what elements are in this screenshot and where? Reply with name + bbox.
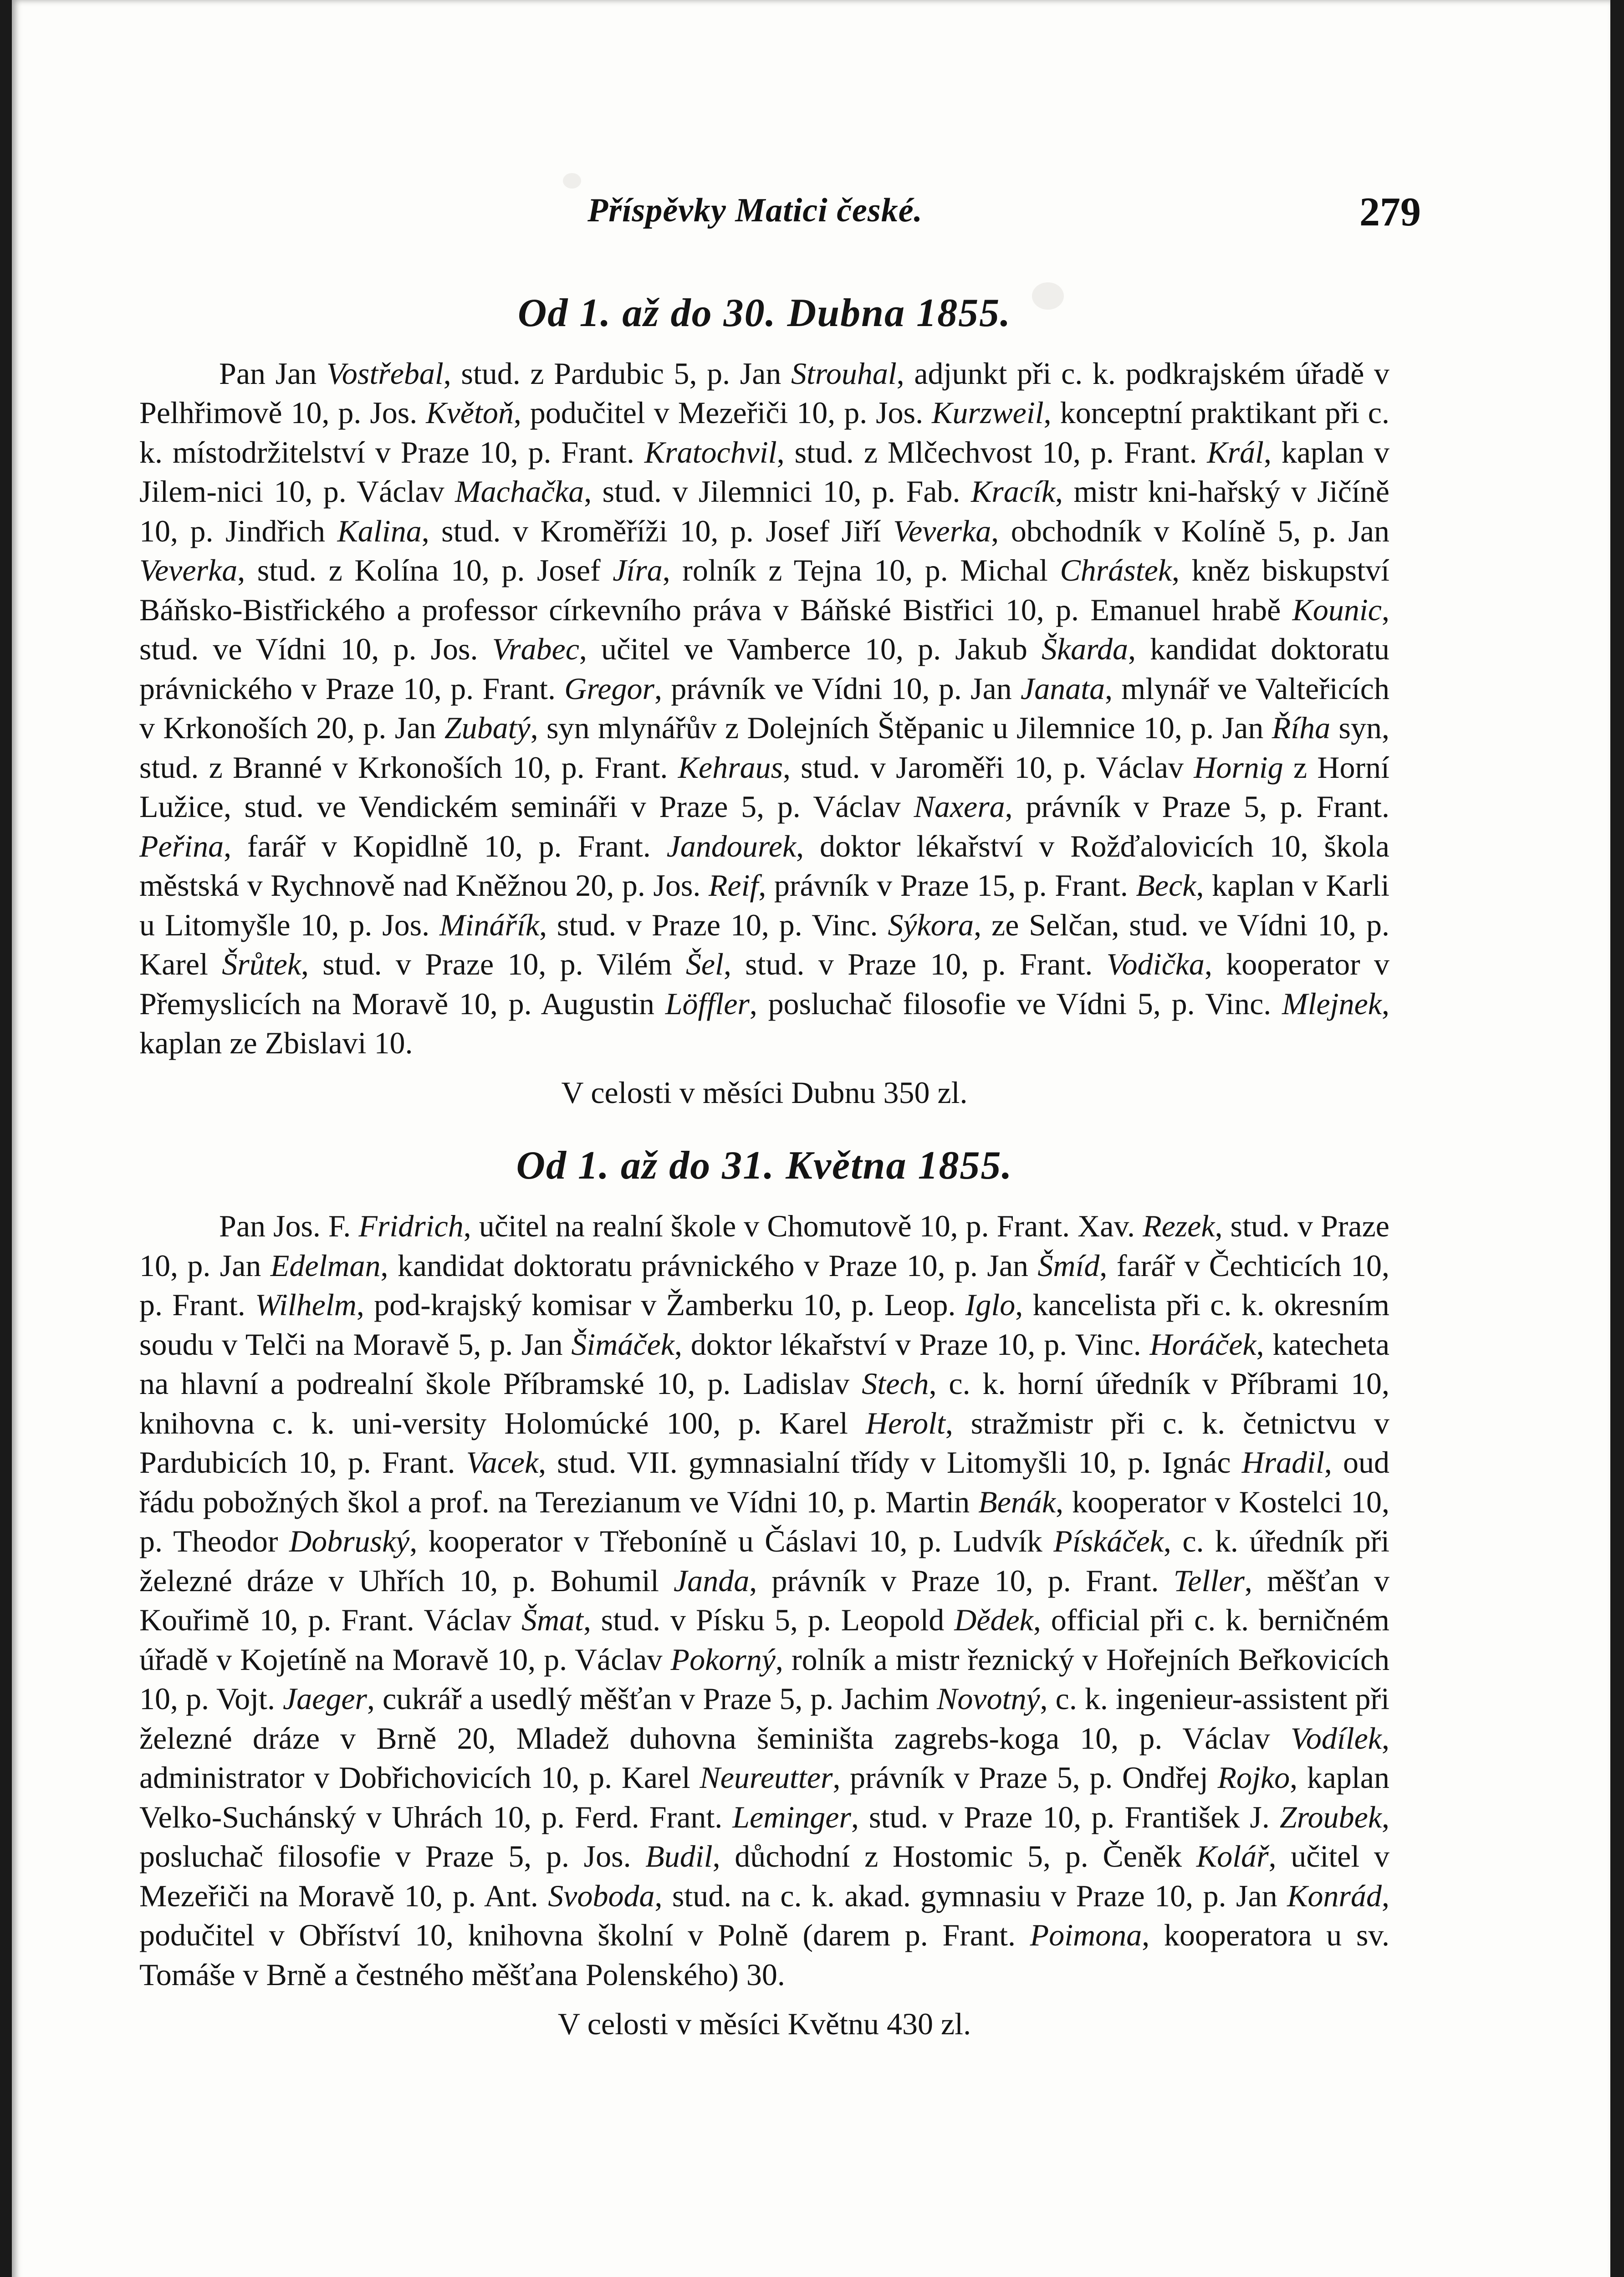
text-run: , c. k. ingenieur-assistent při železné dráze v Brně 20, Mladež duhovna šeminišta zagrebs-koga 10, p. Václav: [139, 1681, 1389, 1756]
text-run: , administrator v Dobřichovicích 10, p. Karel: [139, 1721, 1389, 1795]
text-run: Pan Jan: [219, 356, 327, 391]
contributor-name: Leminger: [732, 1799, 851, 1834]
contributor-name: Pokorný: [670, 1642, 776, 1677]
text-run: , konceptní praktikant při c. k. místodržitelství v Praze 10, p. Frant.: [139, 395, 1389, 470]
text-run: , kooperator v Třeboníně u Čáslavi 10, p. Ludvík: [409, 1524, 1054, 1559]
text-run: , důchodní z Hostomic 5, p. Čeněk: [712, 1839, 1196, 1874]
contributor-name: Kurzweil: [932, 395, 1044, 430]
section-heading: Od 1. až do 30. Dubna 1855.: [517, 291, 1011, 335]
text-run: , kooperatora u sv. Tomáše v Brně a čestného měšťana Polenského) 30.: [139, 1918, 1389, 1992]
text-run: , stud. v Jilemnici 10, p. Fab.: [584, 474, 971, 509]
contributor-name: Poimona: [1030, 1918, 1142, 1953]
contributor-name: Kratochvil: [644, 434, 777, 470]
text-run: , doktor lékařství v Rožďalovicích 10, škola městská v Rychnově nad Kněžnou 20, p. Jos.: [139, 828, 1389, 903]
contributor-name: Šmat: [521, 1603, 583, 1638]
text-run: , kooperator v Přemyslicích na Moravě 10, p. Augustin: [139, 947, 1390, 1021]
text-run: , farář v Čechticích 10, p. Frant.: [139, 1248, 1389, 1322]
text-run: , stud. v Praze 10, p. Jan: [139, 1209, 1389, 1283]
text-run: , stud. v Praze 10, p. Vilém: [301, 947, 686, 982]
contributor-name: Chrástek: [1060, 553, 1172, 588]
text-run: , syn mlynářův z Dolejních Štěpanic u Jilemnice 10, p. Jan: [530, 710, 1272, 745]
text-run: , kaplan v Jilem-nici 10, p. Václav: [139, 434, 1389, 509]
text-run: , stud. na c. k. akad. gymnasiu v Praze 10, p. Jan: [654, 1878, 1287, 1913]
text-run: , stud. v Jaroměři 10, p. Václav: [783, 750, 1194, 785]
contributor-name: Janda: [674, 1563, 750, 1598]
text-run: , kancelista při c. k. okresním soudu v Telči na Moravě 5, p. Jan: [139, 1287, 1389, 1362]
text-run: , právník ve Vídni 10, p. Jan: [654, 671, 1021, 706]
section-total: V celosti v měsíci Květnu 430 zl.: [557, 2006, 971, 2042]
contributor-name: Löffler: [665, 986, 750, 1021]
text-run: , kněz biskupství Báňsko-Bistřického a professor církevního práva v Báňské Bistřici 10, p. Emanuel hrabě: [139, 553, 1389, 627]
contributor-name: Šel: [685, 947, 724, 982]
contributor-name: Dobruský: [289, 1524, 410, 1559]
contributor-name: Zroubek: [1279, 1799, 1382, 1834]
page-header: [0, 182, 1624, 237]
contributor-name: Horáček: [1149, 1327, 1256, 1362]
text-run: , stud. z Mlčechvost 10, p. Frant.: [776, 434, 1207, 470]
contributor-name: Veverka: [139, 553, 238, 588]
contributor-name: Vrabec: [492, 632, 579, 667]
running-title: Příspěvky Matici české.: [587, 192, 923, 229]
contributor-name: Herolt: [865, 1405, 945, 1440]
contributor-name: Kracík: [970, 474, 1056, 509]
text-run: , podučitel v Obříství 10, knihovna školní v Polně (darem p. Frant.: [139, 1878, 1389, 1953]
contributor-name: Vacek: [466, 1445, 539, 1480]
contributor-name: Minářík: [439, 907, 540, 942]
text-run: syn, stud. z Branné v Krkonoších 10, p. Frant.: [139, 710, 1389, 785]
contributor-name: Jandourek: [666, 828, 797, 863]
text-run: , učitel ve Vamberce 10, p. Jakub: [579, 632, 1042, 667]
contributor-name: Janata: [1021, 671, 1105, 706]
contributor-name: Sýkora: [888, 907, 974, 942]
contributor-name: Dědek: [954, 1603, 1033, 1638]
text-run: , c. k. úředník při železné dráze v Uhřích 10, p. Bohumil: [139, 1524, 1390, 1598]
contributor-name: Veverka: [893, 513, 991, 548]
contributors-paragraph: [139, 1206, 1389, 1994]
text-run: , stražmistr při c. k. četnictvu v Pardubicích 10, p. Frant.: [139, 1405, 1390, 1480]
section-total: V celosti v měsíci Dubnu 350 zl.: [561, 1075, 968, 1110]
text-run: , posluchač filosofie v Praze 5, p. Jos.: [139, 1799, 1390, 1874]
text-run: , obchodník v Kolíně 5, p. Jan: [991, 513, 1390, 548]
text-run: , podučitel v Mezeřiči 10, p. Jos.: [513, 395, 932, 430]
text-run: Pan Jos. F.: [219, 1209, 359, 1244]
contributor-name: Strouhal: [791, 356, 897, 391]
text-run: , ze Selčan, stud. ve Vídni 10, p. Karel: [139, 907, 1389, 982]
contributor-name: Kolář: [1196, 1839, 1269, 1874]
text-run: , c. k. horní úředník v Příbrami 10, knihovna c. k. uni-versity Holomúcké 100, p. Karel: [139, 1366, 1390, 1440]
contributor-name: Peřina: [139, 828, 224, 863]
text-run: , stud. v Praze 10, p. Vinc.: [539, 907, 888, 942]
contributor-name: Vostřebal: [326, 356, 444, 391]
contributor-name: Říha: [1272, 710, 1331, 745]
contributor-name: Stech: [862, 1366, 929, 1401]
contributor-name: Rezek: [1143, 1209, 1215, 1244]
contributor-name: Hradil: [1241, 1445, 1324, 1480]
text-run: , mlynář ve Valteřicích v Krkonoších 20, p. Jan: [139, 671, 1389, 745]
contributor-name: Škarda: [1041, 632, 1129, 667]
contributor-name: Kehraus: [678, 750, 783, 785]
text-run: , oud řádu pobožných škol a prof. na Terezianum ve Vídni 10, p. Martin: [139, 1445, 1389, 1519]
text-run: , stud. ve Vídni 10, p. Jos.: [139, 592, 1389, 667]
contributor-name: Iglo: [965, 1287, 1016, 1322]
contributor-name: Fridrich: [358, 1209, 464, 1244]
text-run: , stud. v Kroměříži 10, p. Josef Jiří: [421, 513, 894, 548]
text-run: , učitel na realní škole v Chomutově 10, p. Frant. Xav.: [463, 1209, 1143, 1244]
text-run: , rolník z Tejna 10, p. Michal: [662, 553, 1060, 588]
text-run: , kandidat doktoratu právnického v Praze 10, p. Frant.: [139, 632, 1389, 706]
contributor-name: Budil: [645, 1839, 713, 1874]
text-run: , učitel v Mezeřiči na Moravě 10, p. Ant.: [139, 1839, 1389, 1913]
text-run: , doktor lékařství v Praze 10, p. Vinc.: [674, 1327, 1150, 1362]
contributors-paragraph: [139, 354, 1389, 1063]
text-run: , kaplan v Karli u Litomyšle 10, p. Jos.: [139, 868, 1389, 942]
contributor-name: Vodička: [1106, 947, 1205, 982]
contributor-name: Šmíd: [1037, 1248, 1100, 1283]
text-run: , rolník a mistr řeznický v Hořejních Beřkovicích 10, p. Vojt.: [139, 1642, 1389, 1716]
section-heading: Od 1. až do 31. Května 1855.: [516, 1144, 1013, 1188]
text-run: , měšťan v Kouřimě 10, p. Frant. Václav: [139, 1563, 1389, 1638]
text-run: , právník v Praze 5, p. Ondřej: [832, 1760, 1218, 1795]
text-run: , stud. v Praze 10, p. Frant.: [723, 947, 1107, 982]
contributor-name: Naxera: [914, 789, 1005, 824]
text-run: , kaplan Velko-Suchánský v Uhrách 10, p. Ferd. Frant.: [139, 1760, 1389, 1834]
contributor-name: Wilhelm: [255, 1287, 357, 1322]
contributor-name: Kalina: [337, 513, 422, 548]
text-run: z Horní Lužice, stud. ve Vendickém semináři v Praze 5, p. Václav: [139, 750, 1389, 824]
text-run: , právník v Praze 10, p. Frant.: [749, 1563, 1174, 1598]
page-number: 279: [1359, 189, 1421, 235]
contributor-name: Jíra: [613, 553, 663, 588]
text-run: , mistr kni-hařský v Jičíně 10, p. Jindřich: [139, 474, 1389, 548]
text-run: , stud. v Písku 5, p. Leopold: [583, 1603, 955, 1638]
section-may: [139, 1144, 1389, 2043]
contributor-name: Květoň: [426, 395, 514, 430]
text-run: , stud. z Pardubic 5, p. Jan: [443, 356, 791, 391]
contributor-name: Edelman: [270, 1248, 381, 1283]
text-run: , právník v Praze 5, p. Frant.: [1005, 789, 1390, 824]
text-run: , adjunkt při c. k. podkrajském úřadě v Pelhřimově 10, p. Jos.: [139, 356, 1389, 430]
contributor-name: Gregor: [564, 671, 654, 706]
contributor-name: Kounic: [1292, 592, 1382, 627]
text-run: , posluchač filosofie ve Vídni 5, p. Vinc.: [749, 986, 1282, 1021]
text-run: , katecheta na hlavní a podrealní škole Příbramské 10, p. Ladislav: [139, 1327, 1390, 1401]
contributor-name: Šrůtek: [222, 947, 301, 982]
contributor-name: Pískáček: [1053, 1524, 1164, 1559]
contributor-name: Novotný: [937, 1681, 1040, 1716]
contributor-name: Svoboda: [548, 1878, 655, 1913]
text-run: , official při c. k. berničném úřadě v Kojetíně na Moravě 10, p. Václav: [139, 1603, 1389, 1677]
text-run: , pod-krajský komisar v Žamberku 10, p. Leop.: [356, 1287, 965, 1322]
contributor-name: Šimáček: [571, 1327, 674, 1362]
contributor-name: Reif: [708, 868, 759, 903]
contributor-name: Král: [1207, 434, 1264, 470]
contributor-name: Neureutter: [700, 1760, 833, 1795]
contributor-name: Machačka: [455, 474, 584, 509]
contributor-name: Hornig: [1194, 750, 1283, 785]
text-run: , kaplan ze Zbislavi 10.: [139, 986, 1389, 1061]
contributor-name: Rojko: [1217, 1760, 1290, 1795]
contributor-name: Beck: [1136, 868, 1196, 903]
contributor-name: Teller: [1173, 1563, 1245, 1598]
section-april: [139, 291, 1389, 1112]
text-run: , kandidat doktoratu právnického v Praze 10, p. Jan: [380, 1248, 1038, 1283]
contributor-name: Mlejnek: [1282, 986, 1382, 1021]
contributor-name: Vodílek: [1290, 1721, 1382, 1756]
contributor-name: Konrád: [1287, 1878, 1382, 1913]
text-run: , cukrář a usedlý měšťan v Praze 5, p. Jachim: [367, 1681, 937, 1716]
text-run: , právník v Praze 15, p. Frant.: [758, 868, 1136, 903]
contributor-name: Jaeger: [282, 1681, 367, 1716]
text-run: , kooperator v Kostelci 10, p. Theodor: [139, 1484, 1389, 1559]
page-content: [139, 291, 1389, 2076]
text-run: , farář v Kopidlně 10, p. Frant.: [224, 828, 667, 863]
text-run: , stud. v Praze 10, p. František J.: [851, 1799, 1280, 1834]
text-run: , stud. VII. gymnasialní třídy v Litomyšli 10, p. Ignác: [538, 1445, 1242, 1480]
contributor-name: Zubatý: [444, 710, 531, 745]
contributor-name: Benák: [978, 1484, 1056, 1519]
text-run: , stud. z Kolína 10, p. Josef: [237, 553, 613, 588]
